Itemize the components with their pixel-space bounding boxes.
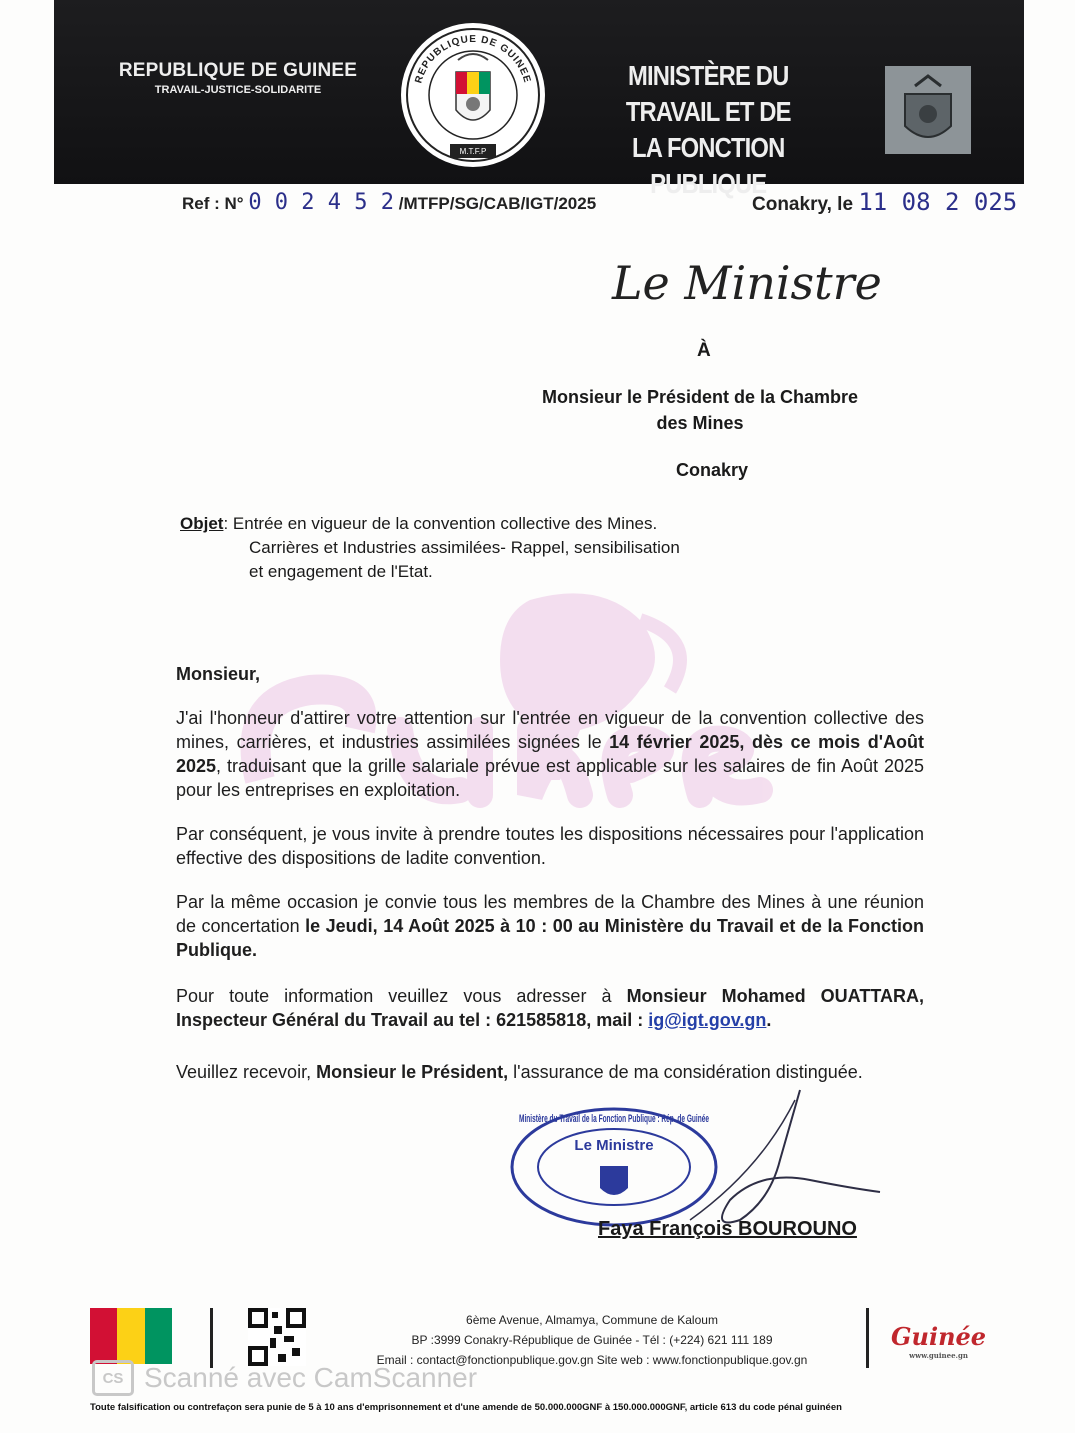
stamp-ring-text: Ministère du Travail de la Fonction Publique : Rép. de Guinée <box>519 1113 709 1125</box>
address-line-3: Email : contact@fonctionpublique.gov.gn Site web : www.fonctionpublique.gov.gn <box>376 1353 808 1367</box>
logo-subtext: www.guinee.gn <box>909 1351 968 1360</box>
p4-period: . <box>766 1010 772 1030</box>
country-name: REPUBLIQUE DE GUINEE <box>118 60 358 81</box>
date-prefix: Conakry, le <box>752 194 854 215</box>
legal-notice: Toute falsification ou contrefaçon sera punie de 5 à 10 ans d'emprisonnement et d'une amende de 50.000.000GNF à 150.000.000GNF, article 613 du code pénal guinéen <box>90 1402 842 1413</box>
email-link[interactable]: ig@igt.gov.gn <box>648 1010 767 1030</box>
p3-text: Par la même occasion je convie tous les membres de la Chambre des Mines à une réunion de concertation <box>176 892 924 936</box>
guinea-flag-icon <box>90 1308 172 1364</box>
p5-text: Veuillez recevoir, <box>176 1062 317 1082</box>
sender-title: Le Ministre <box>612 256 882 310</box>
subject-line-3: et engagement de l'Etat. <box>249 562 433 581</box>
p1-text: J'ai l'honneur d'attirer votre attention sur l'entrée en vigueur de la convention collective des mines, carrières, et industries assimilées signées le <box>176 708 924 752</box>
p1-text-end: , traduisant que la grille salariale prévue est applicable sur les salaires de fin Août 2025 pour les entreprises en exploitation. <box>176 756 924 800</box>
subject-label: Objet <box>180 514 224 533</box>
reference-prefix: Ref : N° <box>182 194 244 213</box>
country-block <box>118 60 358 96</box>
reference-suffix: /MTFP/SG/CAB/IGT/2025 <box>398 194 597 213</box>
subject-line-1: : Entrée en vigueur de la convention collective des Mines. <box>223 514 658 533</box>
subject-block <box>180 512 780 584</box>
footer-divider <box>866 1308 869 1368</box>
p1-emphasis: 14 février 2025, dès ce mois d'Août 2025 <box>176 732 924 776</box>
ministry-seal-icon <box>398 20 548 170</box>
qr-code-icon <box>248 1308 306 1366</box>
seal-abbrev: M.T.F.P <box>459 147 487 156</box>
national-emblem-icon <box>885 66 971 154</box>
subject-line-2: Carrières et Industries assimilées- Rappel, sensibilisation <box>249 538 680 557</box>
recipient-city: Conakry <box>676 460 749 480</box>
salutation: Monsieur, <box>176 664 261 684</box>
recipient-line-1: Monsieur le Président de la Chambre <box>541 387 859 407</box>
footer-divider <box>210 1308 213 1368</box>
date-value: 11 08 2 025 <box>858 188 1018 216</box>
date-line <box>752 188 1017 216</box>
guinee-logo <box>891 1322 986 1360</box>
address-line-1: 6ème Avenue, Almamya, Commune de Kaloum <box>466 1313 718 1327</box>
p5-text-end: l'assurance de ma considération distinguée. <box>508 1062 863 1082</box>
paragraph-2: Par conséquent, je vous invite à prendre toutes les dispositions nécessaires pour l'application effective des dispositions de ladite convention. <box>176 824 924 868</box>
camscanner-text: Scanné avec CamScanner <box>144 1362 478 1393</box>
signer-name: Faya François BOUROUNO <box>598 1218 857 1240</box>
ministry-name <box>585 58 832 202</box>
ministry-line-1: MINISTÈRE DU TRAVAIL ET DE <box>625 60 791 127</box>
ministry-line-2: LA FONCTION PUBLIQUE <box>632 132 785 199</box>
logo-text: Guinée <box>891 1322 987 1351</box>
stamp-center-text: Le Ministre <box>574 1137 654 1154</box>
national-motto: TRAVAIL-JUSTICE-SOLIDARITE <box>154 84 322 96</box>
paragraph-3 <box>176 890 924 962</box>
addressee-marker: À <box>697 340 711 361</box>
p4-text: Pour toute information veuillez vous adresser à <box>176 986 627 1006</box>
camscanner-watermark <box>92 1360 477 1396</box>
address-line-2: BP :3999 Conakry-République de Guinée - Tél : (+224) 621 111 189 <box>411 1333 773 1347</box>
recipient-line-2: des Mines <box>656 413 744 433</box>
p5-emphasis: Monsieur le Président, <box>316 1062 509 1082</box>
reference-line <box>182 190 596 215</box>
seal-ring-text: REPUBLIQUE DE GUINEE <box>413 33 533 85</box>
p3-emphasis: le Jeudi, 14 Août 2025 à 10 : 00 au Ministère du Travail et de la Fonction Publique. <box>176 916 924 960</box>
paragraph-1 <box>176 706 924 802</box>
paragraph-4 <box>176 984 924 1032</box>
reference-number: 0 0 2 4 5 2 <box>248 190 395 215</box>
camscanner-icon: CS <box>92 1360 134 1396</box>
p4-emphasis: Monsieur Mohamed OUATTARA, Inspecteur Général du Travail au tel : 621585818, mail : <box>176 986 924 1030</box>
recipient-block <box>520 384 880 436</box>
